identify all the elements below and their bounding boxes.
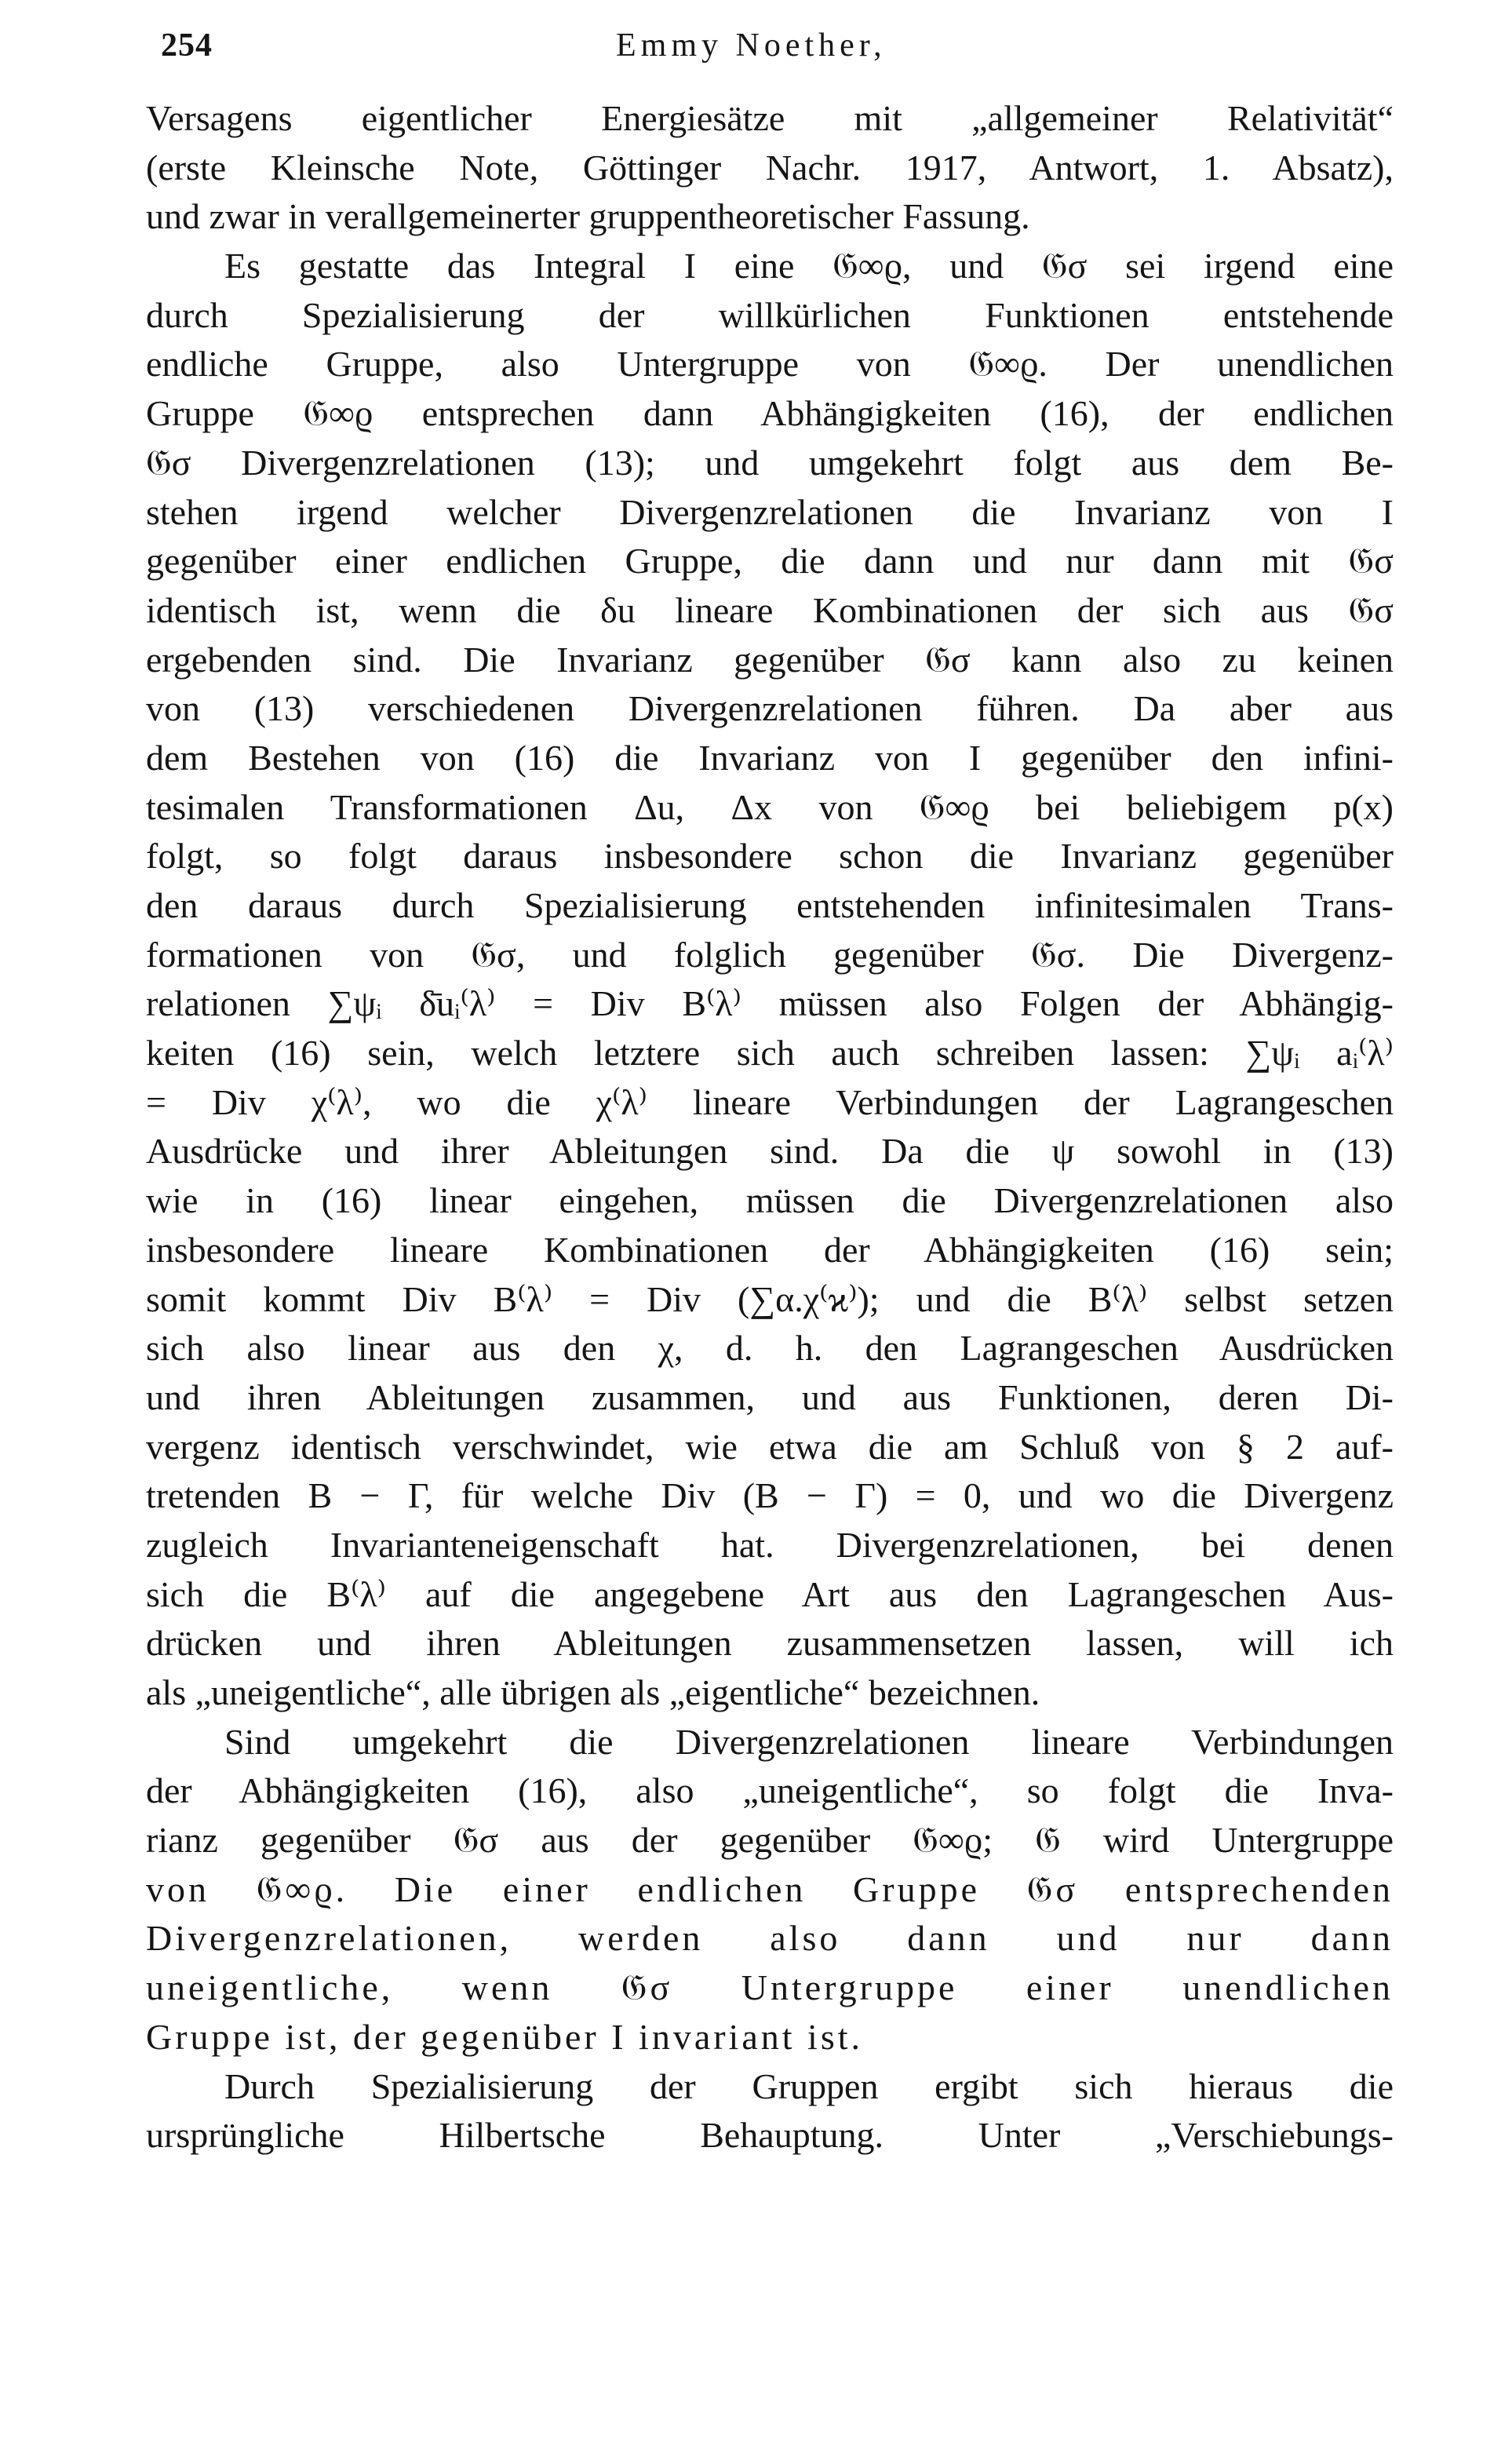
- text-line: tesimalen Transformationen Δu, Δx von 𝔊∞ϱ bei beliebigem p(x): [146, 786, 1394, 827]
- text-line: ergebenden sind. Die Invarianz gegenüber 𝔊σ kann also zu keinen: [146, 639, 1394, 680]
- text-line: und ihren Ableitungen zusammen, und aus Funktionen, deren Di-: [146, 1376, 1394, 1417]
- text-line: Durch Spezialisierung der Gruppen ergibt sich hieraus die: [224, 2065, 1394, 2106]
- text-line: somit kommt Div B⁽λ⁾ = Div (∑α.χ⁽ϰ⁾); und die B⁽λ⁾ selbst setzen: [146, 1278, 1394, 1319]
- text-line: uneigentliche, wenn 𝔊σ Untergruppe einer unendlichen: [146, 1967, 1394, 2008]
- text-line: ursprüngliche Hilbertsche Behauptung. Unter „Verschiebungs-: [146, 2115, 1394, 2156]
- text-line: den daraus durch Spezialisierung entstehenden infinitesimalen Trans-: [146, 885, 1394, 925]
- text-line: endliche Gruppe, also Untergruppe von 𝔊∞ϱ. Der unendlichen: [146, 344, 1394, 385]
- text-line: als „uneigentliche“, alle übrigen als „eigentliche“ bezeichnen.: [146, 1672, 1040, 1712]
- text-line: (erste Kleinsche Note, Göttinger Nachr. 1917, Antwort, 1. Absatz),: [146, 147, 1394, 188]
- text-line: 𝔊σ Divergenzrelationen (13); und umgekehrt folgt aus dem Be-: [146, 442, 1394, 483]
- text-line: identisch ist, wenn die δu lineare Kombinationen der sich aus 𝔊σ: [146, 589, 1394, 630]
- text-line: Es gestatte das Integral I eine 𝔊∞ϱ, und 𝔊σ sei irgend eine: [224, 246, 1394, 286]
- text-line: zugleich Invarianteneigenschaft hat. Divergenzrelationen, bei denen: [146, 1524, 1394, 1565]
- page-header: [161, 27, 1385, 82]
- text-line: sich die B⁽λ⁾ auf die angegebene Art aus den Lagrangeschen Aus-: [146, 1573, 1394, 1614]
- text-line: wie in (16) linear eingehen, müssen die Divergenzrelationen also: [146, 1180, 1394, 1221]
- text-line: folgt, so folgt daraus insbesondere schon die Invarianz gegenüber: [146, 836, 1394, 877]
- text-line: der Abhängigkeiten (16), also „uneigentliche“, so folgt die Inva-: [146, 1770, 1394, 1811]
- text-line: Divergenzrelationen, werden also dann und nur dann: [146, 1918, 1394, 1959]
- text-line: = Div χ⁽λ⁾, wo die χ⁽λ⁾ lineare Verbindungen der Lagrangeschen: [146, 1081, 1394, 1122]
- text-line: relationen ∑ψᵢ δ̄uᵢ⁽λ⁾ = Div B⁽λ⁾ müssen also Folgen der Abhängig-: [146, 983, 1394, 1024]
- text-line: durch Spezialisierung der willkürlichen Funktionen entstehende: [146, 294, 1394, 335]
- text-line: formationen von 𝔊σ, und folglich gegenüber 𝔊σ. Die Divergenz-: [146, 934, 1394, 975]
- text-line: sich also linear aus den χ, d. h. den Lagrangeschen Ausdrücken: [146, 1328, 1394, 1369]
- text-line: drücken und ihren Ableitungen zusammensetzen lassen, will ich: [146, 1623, 1394, 1664]
- text-line: Sind umgekehrt die Divergenzrelationen lineare Verbindungen: [224, 1721, 1394, 1762]
- text-line: insbesondere lineare Kombinationen der Abhängigkeiten (16) sein;: [146, 1229, 1394, 1270]
- text-line: stehen irgend welcher Divergenzrelationen die Invarianz von I: [146, 491, 1394, 532]
- text-line: und zwar in verallgemeinerter gruppentheoretischer Fassung.: [146, 196, 1030, 237]
- text-line: Versagens eigentlicher Energiesätze mit „allgemeiner Relativität“: [146, 98, 1394, 138]
- text-line: Gruppe 𝔊∞ϱ entsprechen dann Abhängigkeiten (16), der endlichen: [146, 393, 1394, 434]
- text-line: vergenz identisch verschwindet, wie etwa die am Schluß von § 2 auf-: [146, 1426, 1394, 1467]
- page-number: 254: [161, 27, 213, 64]
- text-line: rianz gegenüber 𝔊σ aus der gegenüber 𝔊∞ϱ; 𝔊 wird Untergruppe: [146, 1820, 1394, 1861]
- text-line: keiten (16) sein, welch letztere sich auch schreiben lassen: ∑ψᵢ aᵢ⁽λ⁾: [146, 1033, 1394, 1074]
- text-line: Gruppe ist, der gegenüber I invariant ist.: [146, 2016, 863, 2057]
- running-head: Emmy Noether,: [616, 27, 887, 64]
- body-text: [146, 94, 1394, 2160]
- text-line: von (13) verschiedenen Divergenzrelationen führen. Da aber aus: [146, 688, 1394, 729]
- text-line: Ausdrücke und ihrer Ableitungen sind. Da die ψ sowohl in (13): [146, 1131, 1394, 1172]
- text-line: tretenden B − Γ, für welche Div (B − Γ) = 0, und wo die Divergenz: [146, 1475, 1394, 1516]
- text-line: dem Bestehen von (16) die Invarianz von I gegenüber den infini-: [146, 737, 1394, 778]
- text-line: von 𝔊∞ϱ. Die einer endlichen Gruppe 𝔊σ entsprechenden: [146, 1869, 1394, 1909]
- text-line: gegenüber einer endlichen Gruppe, die dann und nur dann mit 𝔊σ: [146, 541, 1394, 582]
